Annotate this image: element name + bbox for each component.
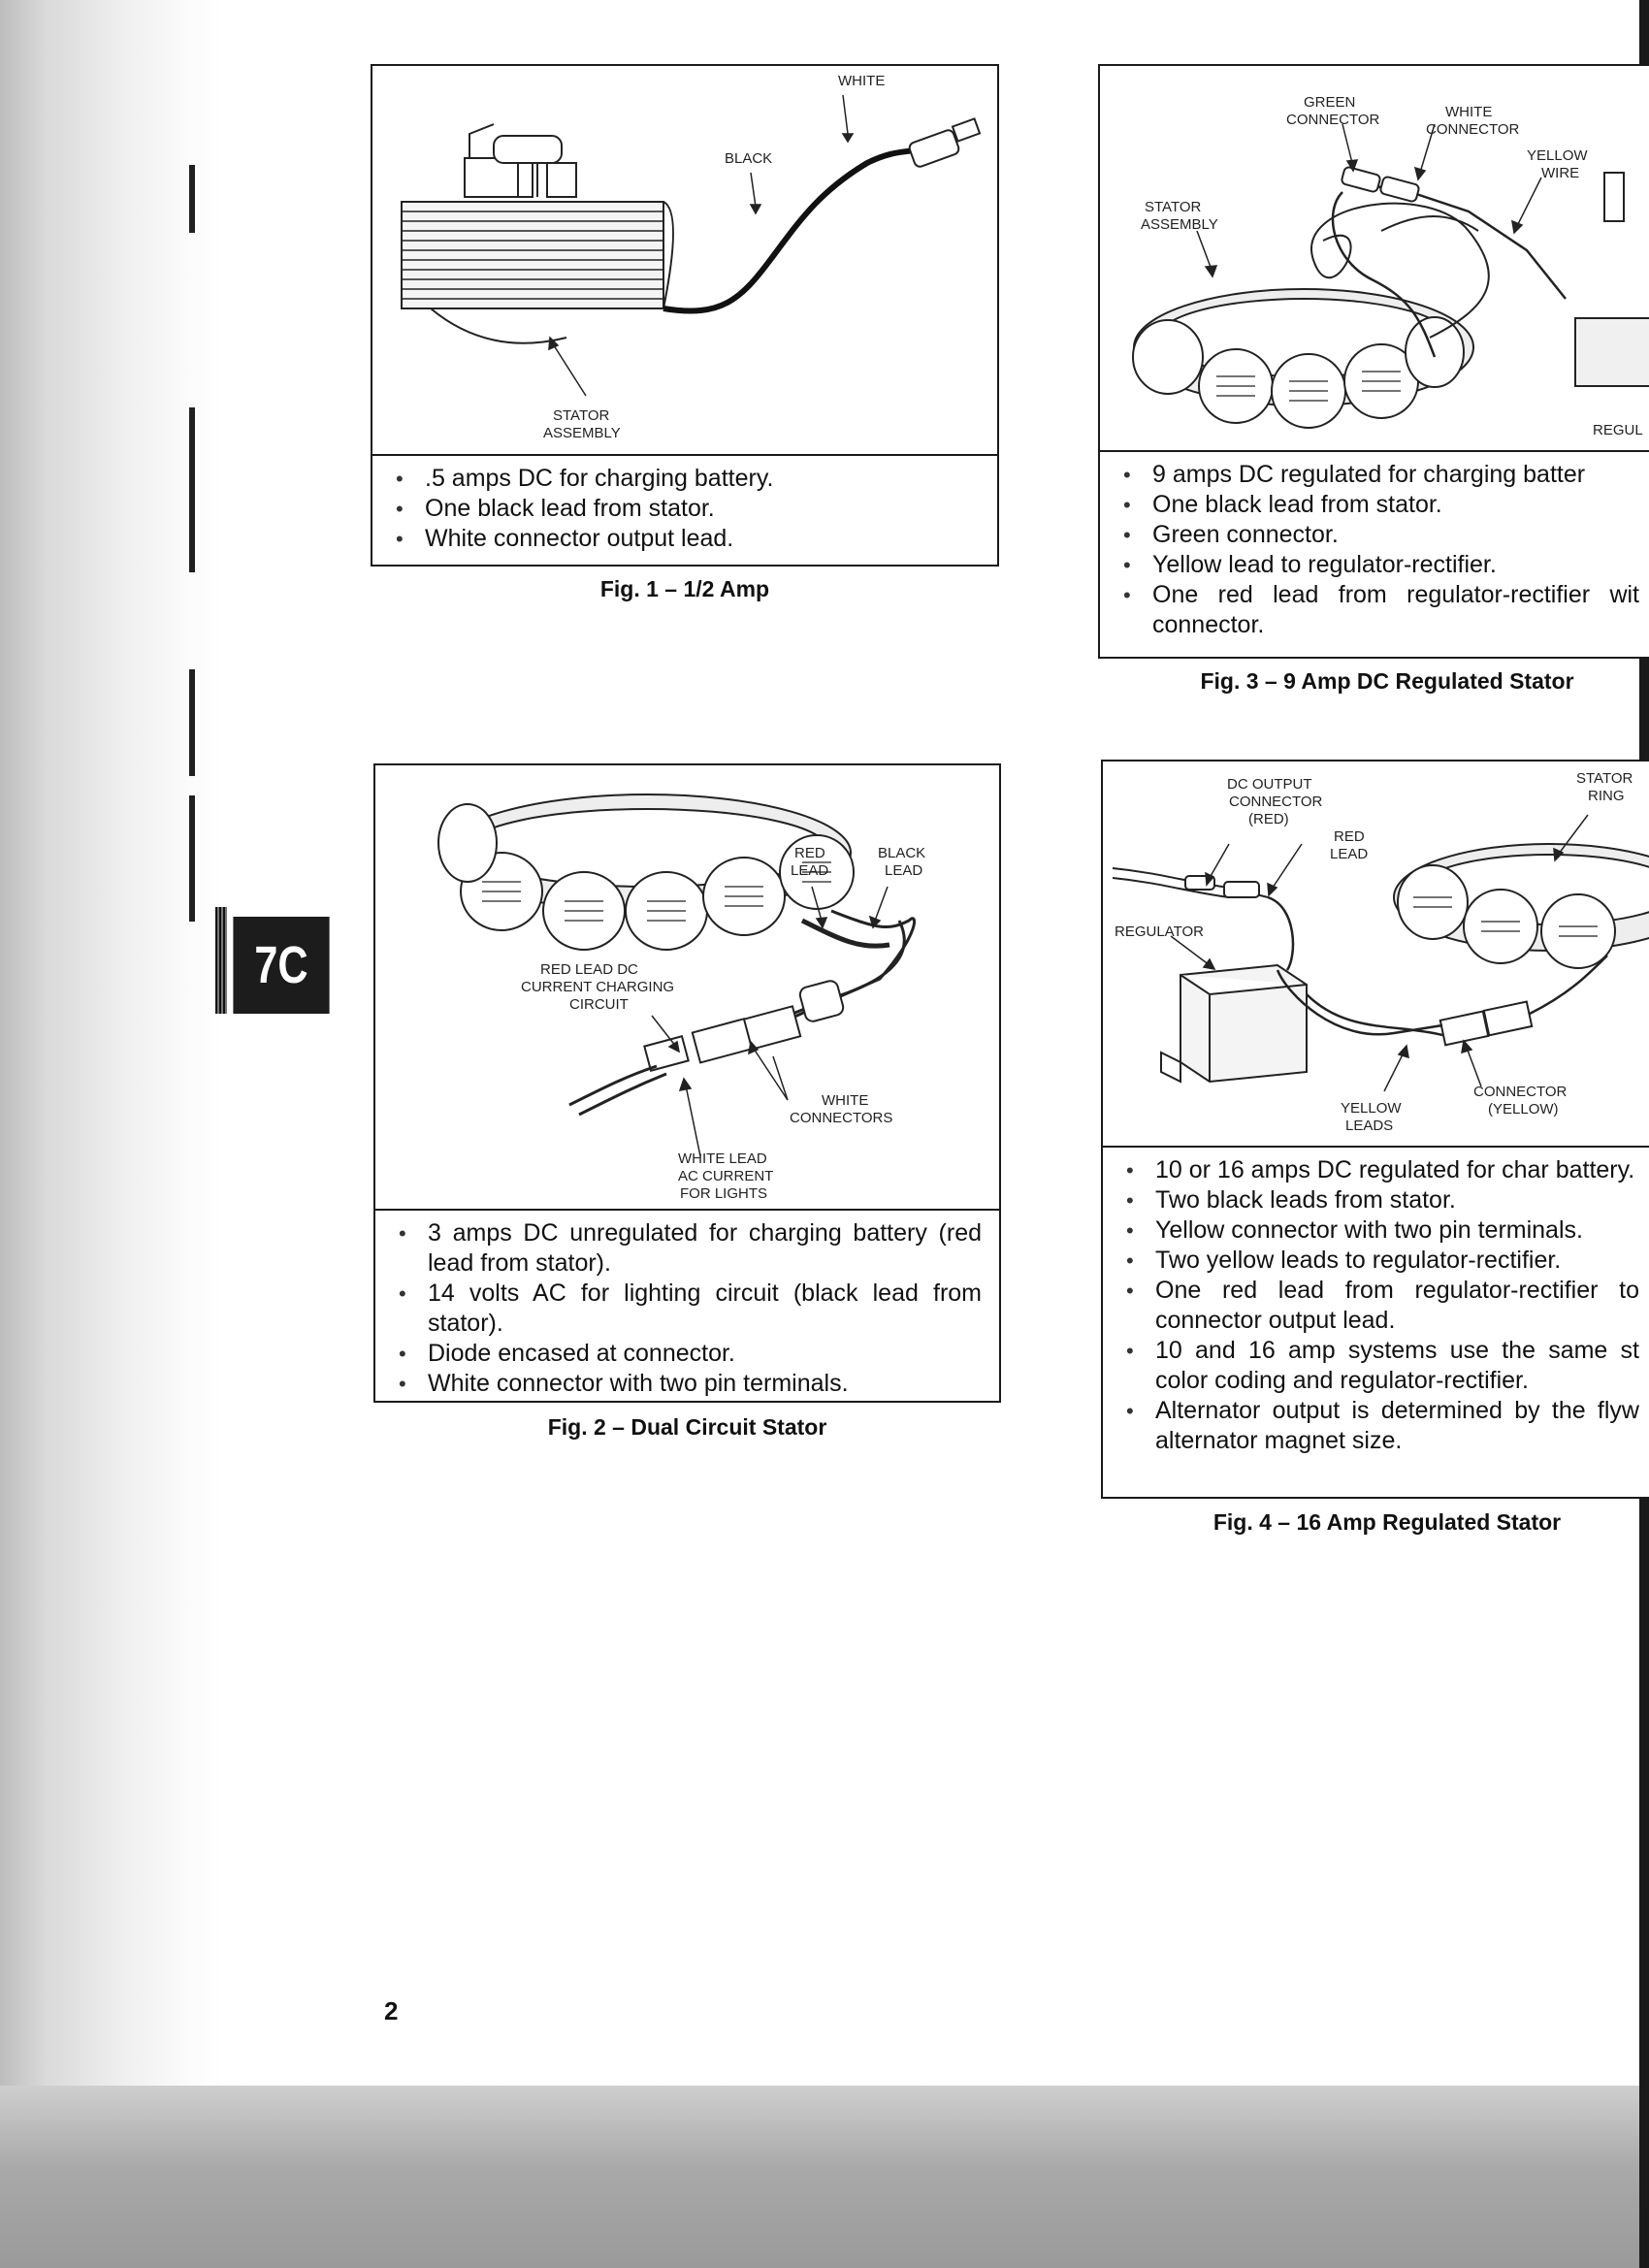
label-green: GREEN [1304,94,1356,111]
label-white: WHITE [1445,104,1493,120]
figure-3-caption: Fig. 3 – 9 Amp DC Regulated Stator [1200,668,1574,694]
label-assembly: ASSEMBLY [1141,216,1218,233]
label-yellow: YELLOW [1527,147,1588,164]
list-item: • Two black leads from stator. [1120,1185,1639,1215]
binding-mark [189,407,195,572]
figure-4 [1101,760,1649,1499]
binding-mark [189,165,195,233]
label-red-paren: (RED) [1248,811,1289,827]
label-stator: STATOR [1576,770,1633,787]
sixteen-amp-stator-drawing [1103,761,1649,1146]
label-green-connector: CONNECTOR [1286,112,1380,128]
figure-1-bullets [372,456,997,562]
figure-2 [373,763,1001,1403]
label-white-lead: WHITE LEAD [678,1150,767,1167]
list-item: • Yellow connector with two pin terminals. [1120,1215,1639,1246]
list-item: • One black lead from stator. [390,494,980,524]
dual-circuit-stator-drawing [375,765,999,1209]
label-wire: WIRE [1541,165,1580,181]
label-white: WHITE [838,73,886,89]
label-black: BLACK [878,845,926,861]
list-item: • Alternator output is determined by the flyw alternator magnet size. [1120,1396,1639,1456]
label-red-lead: LEAD [1330,846,1369,862]
list-item: • Yellow lead to regulator-rectifier. [1117,550,1639,580]
label-assembly: ASSEMBLY [543,425,621,441]
figure-3 [1098,64,1649,659]
list-item: • Diode encased at connector. [393,1339,982,1369]
figure-2-illustration [375,765,999,1211]
list-item: • Two yellow leads to regulator-rectifier. [1120,1246,1639,1276]
label-black-lead: LEAD [885,862,923,879]
label-leads: LEADS [1345,1118,1394,1134]
list-item: • Green connector. [1117,520,1639,550]
label-ring: RING [1588,788,1625,804]
list-item: • One red lead from regulator-rectifier to connector output lead. [1120,1276,1639,1336]
label-white-connector: CONNECTOR [1426,121,1520,138]
label-dc-output: DC OUTPUT [1227,776,1312,793]
label-red: RED [794,845,825,861]
label-connectors: CONNECTORS [790,1110,893,1126]
nine-amp-stator-drawing [1100,66,1649,450]
figure-1-caption: Fig. 1 – 1/2 Amp [599,576,770,601]
binding-mark [189,795,195,922]
binding-edge [0,0,223,2086]
list-item: • One red lead from regulator-rectifier wit connector. [1117,580,1639,640]
section-tab: 7C [233,917,329,1014]
list-item: • 9 amps DC regulated for charging batter [1117,460,1639,490]
figure-4-illustration [1103,761,1649,1148]
label-red-lead: LEAD [791,862,829,879]
label-ac-current: AC CURRENT [678,1168,774,1184]
label-red-lead-dc: RED LEAD DC [540,961,638,978]
stator-half-amp-drawing [372,66,997,454]
scan-shadow [0,2086,1649,2268]
list-item: • 3 amps DC unregulated for charging battery (red lead from stator). [393,1218,982,1279]
list-item: • One black lead from stator. [1117,490,1639,520]
figure-1 [371,64,999,567]
binding-mark [189,669,195,776]
label-stator: STATOR [553,407,610,424]
label-current-charging: CURRENT CHARGING [521,979,675,995]
page-edges [215,907,227,1014]
figure-3-bullets [1100,452,1649,648]
label-circuit: CIRCUIT [569,996,629,1013]
figure-2-caption: Fig. 2 – Dual Circuit Stator [547,1414,827,1440]
list-item: • .5 amps DC for charging battery. [390,464,980,494]
label-red: RED [1334,828,1365,845]
label-for-lights: FOR LIGHTS [680,1185,768,1202]
label-stator: STATOR [1145,199,1202,215]
figure-2-bullets [375,1211,999,1407]
label-connector-yellow: CONNECTOR [1473,1084,1568,1100]
label-black: BLACK [725,150,773,167]
figure-4-bullets [1103,1148,1649,1464]
label-yellow-paren: (YELLOW) [1488,1101,1559,1118]
label-regulator: REGULATOR [1115,923,1204,940]
figure-3-illustration [1100,66,1649,452]
list-item: • White connector with two pin terminals. [393,1369,982,1399]
label-connector: CONNECTOR [1229,794,1323,810]
figure-4-caption: Fig. 4 – 16 Amp Regulated Stator [1212,1509,1562,1535]
list-item: • 10 or 16 amps DC regulated for char battery. [1120,1155,1639,1185]
label-white: WHITE [822,1092,869,1109]
page-number: 2 [384,1996,399,2025]
label-regul: REGUL [1593,422,1643,438]
label-yellow: YELLOW [1341,1100,1402,1117]
figure-1-illustration [372,66,997,456]
list-item: • 14 volts AC for lighting circuit (black lead from stator). [393,1279,982,1339]
list-item: • 10 and 16 amp systems use the same st color coding and regulator-rectifier. [1120,1336,1639,1396]
list-item: • White connector output lead. [390,524,980,554]
